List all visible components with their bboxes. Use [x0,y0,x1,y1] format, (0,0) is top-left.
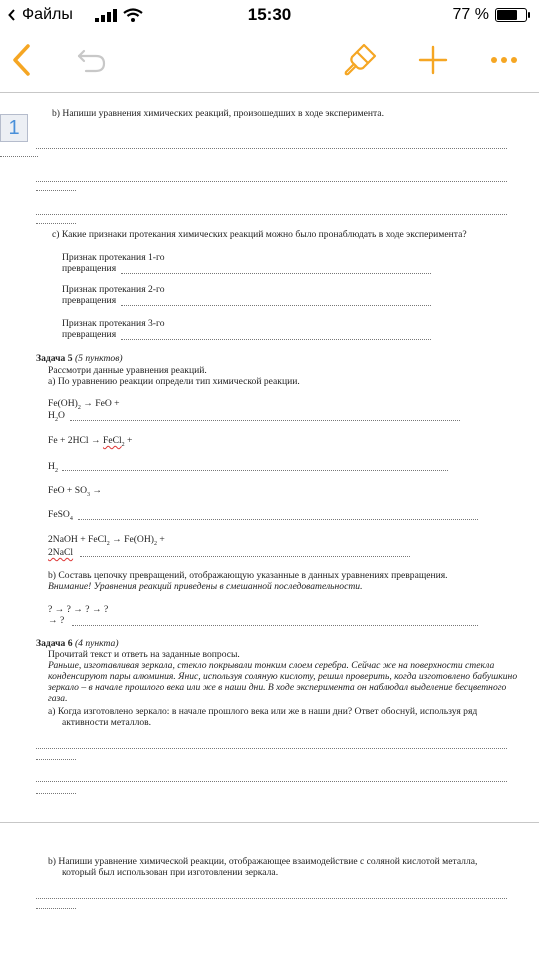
equation-4-cont: 2NaCl [48,547,74,558]
sign3-label-2: превращения [62,329,117,340]
task5-title: Задача 5 [36,353,73,364]
question-c: c) Какие признаки протекания химических реакций можно было пронаблюдать в ходе эксперимента? [52,229,467,240]
back-app-label: Файлы [22,6,73,23]
task5-a: а) По уравнению реакции определи тип химической реакции. [48,376,300,387]
answer-line [62,469,448,471]
answer-line [121,338,431,340]
undo-button[interactable] [72,40,112,80]
equation-1-cont: $H_2O$ [48,410,65,423]
task5-b-note: Внимание! Уравнения реакций приведены в смешанной последовательности. [48,581,363,592]
page-top-divider [0,92,539,93]
answer-line [36,758,76,760]
equation-3: FeO + $SO_3$ → [48,485,102,498]
sign1-label-2: превращения [62,263,117,274]
task6-b-cont: который был использован при изготовлении зеркала. [62,867,279,878]
paintbrush-icon [342,42,378,78]
task6-b: b) Напиши уравнение химической реакции, отображающее взаимодействие с соляной кислотой металла, [48,856,478,867]
chain-line-1: ? → ? → ? → ? [48,604,109,615]
answer-line [36,907,76,909]
answer-line [78,518,478,520]
answer-line [0,155,38,157]
sign3-label: Признак протекания 3-го [62,318,165,329]
task6-text-3: зеркало – в начале прошлого века или же в наши дни. В ходе эксперимента он наблюдал выделение бесцветного [48,682,507,693]
answer-line [72,624,478,626]
answer-line [70,419,460,421]
page-break-divider [0,822,539,823]
task6-a: а) Когда изготовлено зеркало: в начале прошлого века или же в наши дни? Ответ обоснуй, используя ряд [48,706,478,717]
document-view[interactable] [0,92,539,960]
answer-line [36,222,76,224]
answer-line [36,897,507,899]
battery-percent: 77 % [452,6,489,23]
page-number-badge[interactable]: 1 [0,114,28,142]
answer-line [36,189,76,191]
toolbar [0,30,539,92]
chevron-left-icon [12,44,32,76]
task6-text-2: конденсируют пары алюминия. Янис, используя соляную кислоту, решил проверить, когда изготовлено бабушкино [48,671,518,682]
task5-b: b) Составь цепочку превращений, отображающую указанные в данных уравнениях превращения. [48,570,448,581]
chain-line-2: → ? [48,615,65,626]
clock: 15:30 [247,5,292,24]
task5-points: (5 пунктов) [74,353,123,364]
sign1-label: Признак протекания 1-го [62,252,165,263]
task6-intro: Прочитай текст и ответь на заданные вопросы. [48,649,240,660]
task6-a-cont: активности металлов. [62,717,152,728]
answer-line [121,272,431,274]
task6-points: (4 пункта) [74,638,119,649]
task6-heading [36,638,119,649]
equation-2: Fe + 2HCl → FeCl$_2$ + [48,435,133,448]
more-button[interactable] [484,40,524,80]
equation-1: $Fe(OH)_2$ → FeO + [48,398,120,411]
task5-heading [36,353,123,364]
question-b1: b) Напиши уравнения химических реакций, произошедших в ходе эксперимента. [52,108,384,119]
task5-intro: Рассмотри данные уравнения реакций. [48,365,207,376]
format-brush-button[interactable] [340,40,380,80]
battery-area [453,6,527,24]
undo-icon [76,47,108,73]
answer-line [80,555,410,557]
equation-3-cont: FeSO$_4$ [48,509,73,522]
answer-line [121,304,431,306]
battery-icon [495,8,527,22]
sign2-label: Признак протекания 2-го [62,284,165,295]
answer-line [36,180,507,182]
task6-text-1: Раньше, изготавливая зеркала, стекло покрывали тонким слоем серебра. Сейчас же на поверхности стекла [48,660,495,671]
answer-line [36,792,76,794]
sign2-label-2: превращения [62,295,117,306]
task6-text-4: газа. [48,693,68,704]
more-dots-icon [490,56,518,64]
status-bar [0,0,539,30]
answer-line [36,147,507,149]
answer-line [36,780,507,782]
plus-icon [418,45,448,75]
answer-line [36,747,507,749]
add-button[interactable] [413,40,453,80]
equation-2-cont: $H_2$ [48,461,58,474]
task6-title: Задача 6 [36,638,73,649]
equation-4: 2NaOH + FeCl$_2$ → $Fe(OH)_2$ + [48,534,165,547]
answer-line [36,213,507,215]
back-button[interactable] [2,40,42,80]
